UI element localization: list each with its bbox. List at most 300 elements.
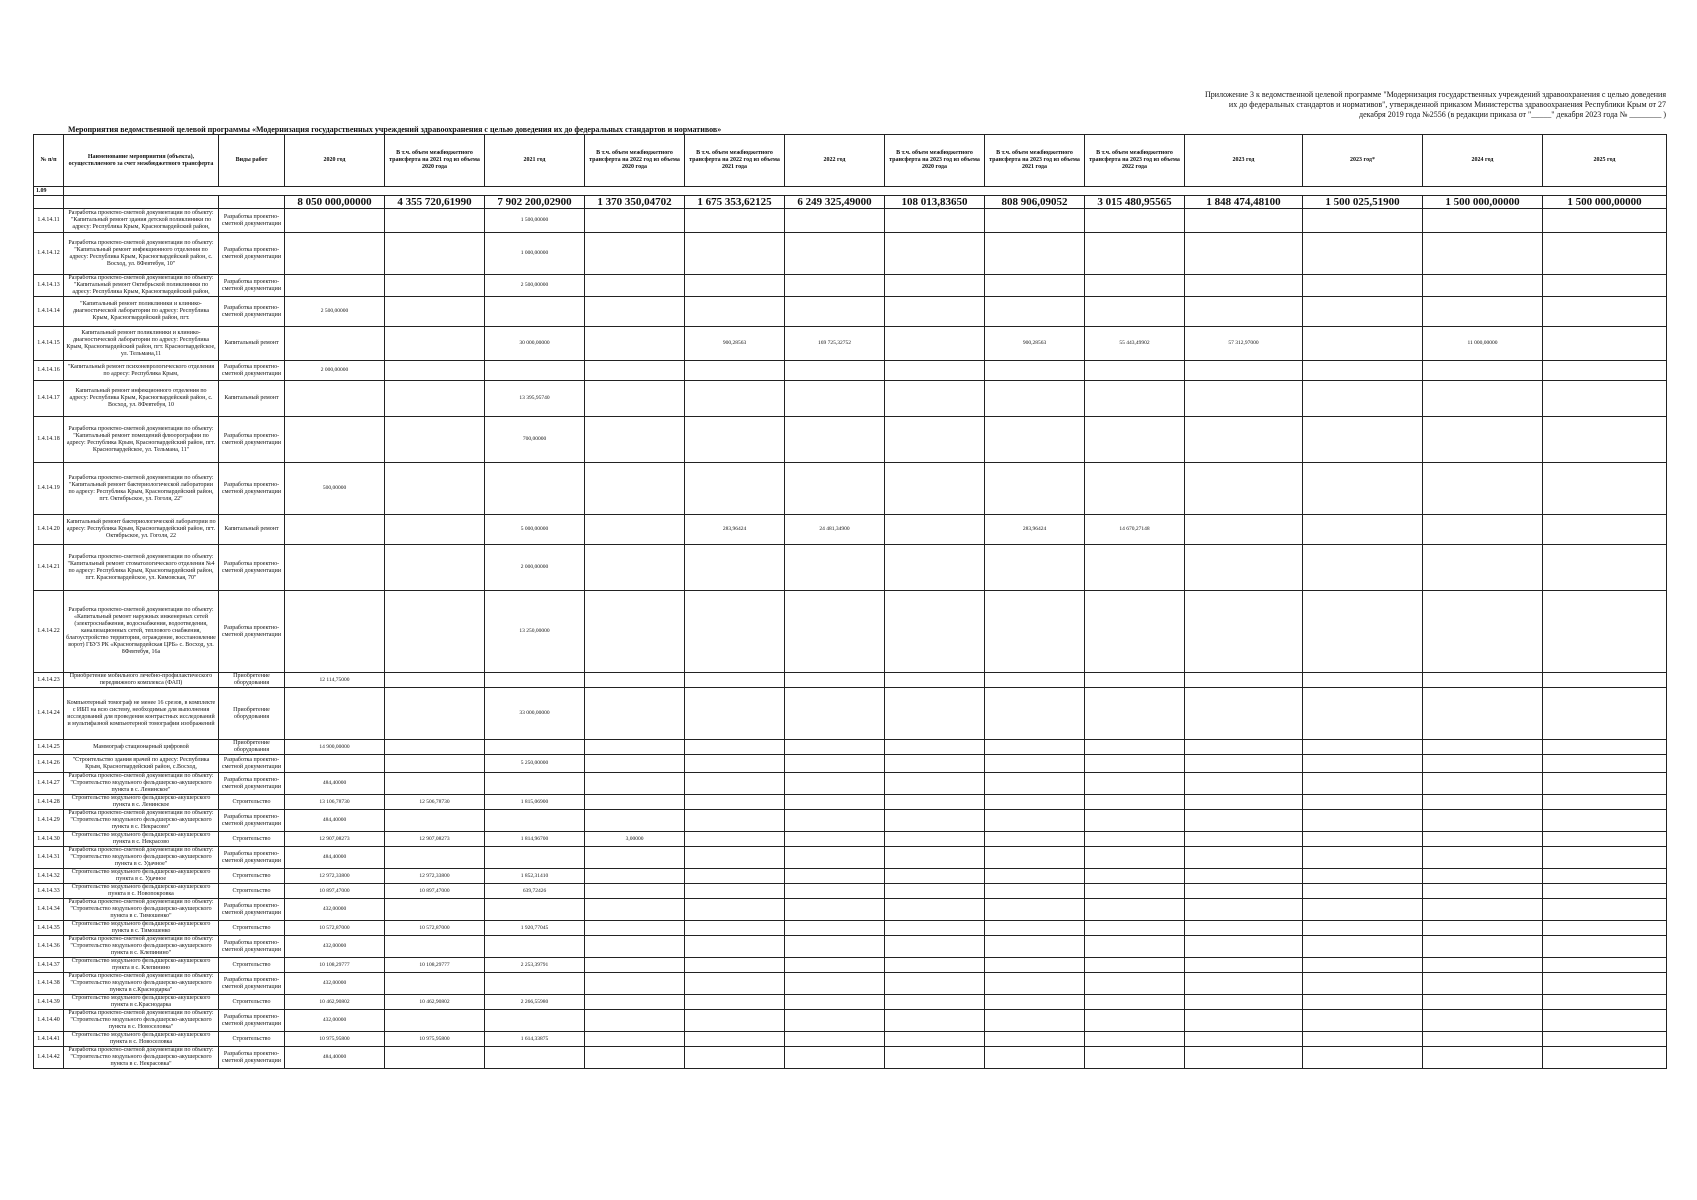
row-number: 1.4.14.16 [34, 361, 64, 381]
value-cell [1303, 773, 1423, 795]
value-cell: 14 900,00000 [285, 740, 385, 755]
value-cell [1303, 973, 1423, 995]
value-cell [1423, 463, 1543, 515]
value-cell [385, 327, 485, 361]
value-cell [1423, 869, 1543, 884]
column-header: № п/п [34, 135, 64, 187]
value-cell [985, 361, 1085, 381]
value-cell [585, 381, 685, 417]
value-cell: 1 614,33875 [485, 1032, 585, 1047]
value-cell [1303, 688, 1423, 740]
value-cell [785, 463, 885, 515]
value-cell [1185, 417, 1303, 463]
value-cell [785, 1010, 885, 1032]
value-cell [1085, 832, 1185, 847]
row-number: 1.4.14.22 [34, 591, 64, 673]
measure-name: Разработка проектно-сметной документации по объекту: "Строительство модульного фельдшерско-акушерского пункта в с. Тимошенко" [64, 899, 219, 921]
value-cell [885, 899, 985, 921]
appendix-line: декабря 2019 года №2556 (в редакции приказа от "_____" декабря 2023 года № ________ ) [1359, 110, 1666, 119]
row-number: 1.4.14.12 [34, 233, 64, 275]
table-row [34, 973, 1667, 995]
value-cell [1543, 417, 1667, 463]
section-row [34, 187, 1667, 196]
value-cell: 14 670,27148 [1085, 515, 1185, 545]
row-number: 1.4.14.25 [34, 740, 64, 755]
column-header: 2023 год* [1303, 135, 1423, 187]
value-cell [685, 832, 785, 847]
work-type: Разработка проектно-сметной документации [219, 297, 285, 327]
value-cell [1543, 810, 1667, 832]
measure-name: Разработка проектно-сметной документации по объекту: "Капитальный ремонт бактериологической лаборатории по адресу: Республика Крым, Красногвардейский район, пгт. Октябрьское, ул. Гоголя, 22" [64, 463, 219, 515]
column-header: В т.ч. объем межбюджетного трансферта на 2022 год из объема 2021 года [685, 135, 785, 187]
row-number: 1.4.14.20 [34, 515, 64, 545]
value-cell [785, 591, 885, 673]
value-cell [1185, 1032, 1303, 1047]
table-row [34, 884, 1667, 899]
value-cell [585, 688, 685, 740]
value-cell [385, 847, 485, 869]
value-cell [885, 869, 985, 884]
value-cell: 3,00000 [585, 832, 685, 847]
value-cell [1423, 673, 1543, 688]
value-cell [585, 1047, 685, 1069]
value-cell [1303, 740, 1423, 755]
total-cell: 8 050 000,00000 [285, 196, 385, 209]
value-cell [1185, 361, 1303, 381]
value-cell: 1 814,96700 [485, 832, 585, 847]
value-cell: 12 907,08273 [385, 832, 485, 847]
row-number: 1.4.14.31 [34, 847, 64, 869]
value-cell [1085, 275, 1185, 297]
value-cell [1185, 1047, 1303, 1069]
measure-name: "Строительство здания врачей по адресу: Республика Крым, Красногвардейский район, с.Восход, [64, 755, 219, 773]
work-type: Строительство [219, 832, 285, 847]
value-cell: 900,28563 [685, 327, 785, 361]
total-cell: 808 906,09052 [985, 196, 1085, 209]
value-cell: 10 975,95800 [385, 1032, 485, 1047]
value-cell [1543, 773, 1667, 795]
value-cell [585, 1032, 685, 1047]
work-type: Приобретение оборудования [219, 673, 285, 688]
value-cell [1185, 869, 1303, 884]
table-row [34, 463, 1667, 515]
value-cell [785, 973, 885, 995]
value-cell [885, 673, 985, 688]
value-cell [1423, 1032, 1543, 1047]
value-cell [585, 740, 685, 755]
value-cell [485, 740, 585, 755]
value-cell [1423, 973, 1543, 995]
value-cell [785, 417, 885, 463]
value-cell [985, 795, 1085, 810]
value-cell [385, 209, 485, 233]
measure-name: Строительство модульного фельдшерско-акушерского пункта в с. Ленинское [64, 795, 219, 810]
value-cell [985, 463, 1085, 515]
value-cell [1085, 1032, 1185, 1047]
value-cell [885, 381, 985, 417]
value-cell [1543, 1047, 1667, 1069]
value-cell [685, 755, 785, 773]
value-cell: 432,00000 [285, 899, 385, 921]
column-header: 2023 год [1185, 135, 1303, 187]
work-type: Разработка проектно-сметной документации [219, 463, 285, 515]
value-cell: 13 106,78730 [285, 795, 385, 810]
value-cell [585, 810, 685, 832]
value-cell [385, 773, 485, 795]
column-header: В т.ч. объем межбюджетного трансферта на 2022 год из объема 2020 года [585, 135, 685, 187]
total-cell: 1 500 025,51900 [1303, 196, 1423, 209]
value-cell [1085, 847, 1185, 869]
row-number: 1.4.14.19 [34, 463, 64, 515]
table-row [34, 688, 1667, 740]
table-row [34, 899, 1667, 921]
value-cell: 10 108,29777 [285, 958, 385, 973]
value-cell [1185, 297, 1303, 327]
value-cell: 1 500,00000 [485, 209, 585, 233]
value-cell [585, 297, 685, 327]
section-empty [64, 187, 1667, 196]
row-number: 1.4.14.39 [34, 995, 64, 1010]
column-header: Виды работ [219, 135, 285, 187]
value-cell [1543, 673, 1667, 688]
value-cell [285, 381, 385, 417]
table-row [34, 673, 1667, 688]
value-cell [1543, 973, 1667, 995]
value-cell [885, 884, 985, 899]
row-number: 1.4.14.35 [34, 921, 64, 936]
value-cell [985, 973, 1085, 995]
value-cell: 283,96424 [985, 515, 1085, 545]
row-number: 1.4.14.11 [34, 209, 64, 233]
value-cell [485, 899, 585, 921]
table-row [34, 361, 1667, 381]
table-row [34, 381, 1667, 417]
row-number: 1.4.14.29 [34, 810, 64, 832]
total-cell: 1 500 000,00000 [1423, 196, 1543, 209]
table-row [34, 275, 1667, 297]
value-cell [1423, 847, 1543, 869]
value-cell [1303, 847, 1423, 869]
value-cell [785, 361, 885, 381]
value-cell [1085, 545, 1185, 591]
value-cell [1543, 755, 1667, 773]
totals-blank [64, 196, 219, 209]
row-number: 1.4.14.34 [34, 899, 64, 921]
value-cell [1543, 847, 1667, 869]
work-type: Разработка проектно-сметной документации [219, 417, 285, 463]
value-cell [585, 847, 685, 869]
table-row [34, 832, 1667, 847]
value-cell [1543, 936, 1667, 958]
value-cell [485, 1047, 585, 1069]
value-cell [1085, 936, 1185, 958]
value-cell [1185, 381, 1303, 417]
value-cell: 5 000,00000 [485, 515, 585, 545]
value-cell [1185, 847, 1303, 869]
value-cell [985, 832, 1085, 847]
table-row [34, 1047, 1667, 1069]
value-cell [1423, 755, 1543, 773]
value-cell [1085, 591, 1185, 673]
total-cell: 1 500 000,00000 [1543, 196, 1667, 209]
value-cell: 10 897,47000 [385, 884, 485, 899]
value-cell [885, 417, 985, 463]
value-cell [585, 545, 685, 591]
value-cell: 12 114,75000 [285, 673, 385, 688]
work-type: Капитальный ремонт [219, 327, 285, 361]
value-cell [985, 297, 1085, 327]
value-cell [885, 921, 985, 936]
value-cell [385, 545, 485, 591]
table-row [34, 233, 1667, 275]
value-cell [1185, 973, 1303, 995]
value-cell [685, 1010, 785, 1032]
value-cell: 5 250,00000 [485, 755, 585, 773]
value-cell [385, 899, 485, 921]
table-row [34, 936, 1667, 958]
value-cell [585, 936, 685, 958]
work-type: Капитальный ремонт [219, 381, 285, 417]
column-header: В т.ч. объем межбюджетного трансферта на 2023 год из объема 2021 года [985, 135, 1085, 187]
value-cell [1085, 361, 1185, 381]
value-cell [685, 936, 785, 958]
value-cell [1303, 1010, 1423, 1032]
value-cell [785, 755, 885, 773]
measure-name: Строительство модульного фельдшерско-акушерского пункта в с. Тимошенко [64, 921, 219, 936]
measure-name: "Капитальный ремонт психоневрологического отделения по адресу: Республика Крым, [64, 361, 219, 381]
value-cell [685, 921, 785, 936]
value-cell [1423, 417, 1543, 463]
value-cell: 13 395,95740 [485, 381, 585, 417]
value-cell [1085, 1047, 1185, 1069]
value-cell [1423, 545, 1543, 591]
value-cell [385, 740, 485, 755]
value-cell [785, 233, 885, 275]
value-cell [285, 545, 385, 591]
value-cell [285, 515, 385, 545]
table-row [34, 755, 1667, 773]
value-cell [485, 973, 585, 995]
table-row [34, 515, 1667, 545]
value-cell [885, 810, 985, 832]
value-cell [1085, 381, 1185, 417]
value-cell [1185, 673, 1303, 688]
value-cell [985, 209, 1085, 233]
measure-name: Строительство модульного фельдшерско-акушерского пункта в с. Новопокровка [64, 884, 219, 899]
value-cell [1303, 921, 1423, 936]
value-cell [1085, 973, 1185, 995]
value-cell [1543, 361, 1667, 381]
value-cell [785, 869, 885, 884]
value-cell [1423, 884, 1543, 899]
value-cell [1185, 1010, 1303, 1032]
value-cell: 1 920,77045 [485, 921, 585, 936]
row-number: 1.4.14.41 [34, 1032, 64, 1047]
value-cell [985, 755, 1085, 773]
measure-name: Строительство модульного фельдшерско-акушерского пункта в с. Клепинино [64, 958, 219, 973]
value-cell [685, 275, 785, 297]
value-cell [985, 884, 1085, 899]
value-cell [1085, 740, 1185, 755]
measure-name: Капитальный ремонт поликлиники и клинико-диагностической лаборатории по адресу: Республика Крым, Красногвардейский район, пгт. Красногвардейское, ул. Тельмана,11 [64, 327, 219, 361]
value-cell [1185, 899, 1303, 921]
value-cell [685, 773, 785, 795]
value-cell: 432,00000 [285, 936, 385, 958]
value-cell [1085, 297, 1185, 327]
value-cell [1085, 688, 1185, 740]
value-cell: 10 572,87000 [285, 921, 385, 936]
value-cell [385, 936, 485, 958]
measure-name: Разработка проектно-сметной документации по объекту: "Капитальный ремонт инфекционного отделения по адресу: Республика Крым, Красногвардейский район, с. Восход, ул. 8Февтебуя, 10" [64, 233, 219, 275]
value-cell [1543, 899, 1667, 921]
appendix-line: Приложение 3 к ведомственной целевой программе "Модернизация государственных учреждений здравоохранения с целью доведения [1205, 90, 1666, 99]
value-cell [1543, 958, 1667, 973]
value-cell [1085, 958, 1185, 973]
total-cell: 7 902 200,02900 [485, 196, 585, 209]
row-number: 1.4.14.37 [34, 958, 64, 973]
appendix-line: их до федеральных стандартов и нормативов", утвержденной приказом Министерства здравоохранения Республики Крым от 27 [1228, 100, 1666, 109]
value-cell [585, 591, 685, 673]
work-type: Разработка проектно-сметной документации [219, 899, 285, 921]
value-cell [685, 545, 785, 591]
value-cell [585, 869, 685, 884]
value-cell [885, 740, 985, 755]
measure-name: Строительство модульного фельдшерско-акушерского пункта в с. Удачное [64, 869, 219, 884]
value-cell [485, 847, 585, 869]
value-cell [1423, 810, 1543, 832]
value-cell [385, 297, 485, 327]
value-cell [1423, 773, 1543, 795]
value-cell [785, 810, 885, 832]
work-type: Разработка проектно-сметной документации [219, 233, 285, 275]
measure-name: Разработка проектно-сметной документации по объекту: "Капитальный ремонт Октябрьской поликлиники по адресу: Республика Крым, Красногвардейский район, [64, 275, 219, 297]
value-cell [385, 591, 485, 673]
table-row [34, 773, 1667, 795]
value-cell [1303, 233, 1423, 275]
value-cell [385, 1047, 485, 1069]
value-cell [385, 361, 485, 381]
value-cell [985, 688, 1085, 740]
value-cell [585, 773, 685, 795]
value-cell [285, 688, 385, 740]
work-type: Разработка проектно-сметной документации [219, 275, 285, 297]
value-cell [685, 847, 785, 869]
row-number: 1.4.14.42 [34, 1047, 64, 1069]
value-cell [1085, 417, 1185, 463]
value-cell [285, 233, 385, 275]
work-type: Строительство [219, 1032, 285, 1047]
value-cell [1185, 795, 1303, 810]
table-row [34, 847, 1667, 869]
value-cell [485, 297, 585, 327]
row-number: 1.4.14.27 [34, 773, 64, 795]
value-cell [1423, 795, 1543, 810]
value-cell [1543, 884, 1667, 899]
value-cell [685, 899, 785, 921]
value-cell [1543, 209, 1667, 233]
row-number: 1.4.14.26 [34, 755, 64, 773]
value-cell: 700,00000 [485, 417, 585, 463]
value-cell: 484,40000 [285, 773, 385, 795]
total-cell: 108 013,83650 [885, 196, 985, 209]
value-cell [685, 740, 785, 755]
value-cell [1543, 1032, 1667, 1047]
value-cell [1543, 297, 1667, 327]
value-cell [1423, 958, 1543, 973]
value-cell [1185, 773, 1303, 795]
value-cell [385, 275, 485, 297]
value-cell [885, 773, 985, 795]
value-cell [1185, 545, 1303, 591]
value-cell: 283,96424 [685, 515, 785, 545]
row-number: 1.4.14.30 [34, 832, 64, 847]
value-cell [1423, 899, 1543, 921]
row-number: 1.4.14.21 [34, 545, 64, 591]
value-cell [1085, 755, 1185, 773]
value-cell [1085, 869, 1185, 884]
value-cell [1423, 832, 1543, 847]
value-cell [1543, 688, 1667, 740]
value-cell [485, 1010, 585, 1032]
value-cell [785, 545, 885, 591]
measure-name: Строительство модульного фельдшерско-акушерского пункта в с. Некрасово [64, 832, 219, 847]
value-cell [985, 936, 1085, 958]
value-cell [585, 973, 685, 995]
value-cell [585, 995, 685, 1010]
value-cell [885, 591, 985, 673]
value-cell [1543, 869, 1667, 884]
value-cell [1303, 810, 1423, 832]
row-number: 1.4.14.28 [34, 795, 64, 810]
work-type: Разработка проектно-сметной документации [219, 209, 285, 233]
value-cell: 11 000,00000 [1423, 327, 1543, 361]
value-cell [1185, 688, 1303, 740]
value-cell [885, 1010, 985, 1032]
measure-name: Компьютерный томограф не менее 16 срезов, в комплекте с ИБП на всю систему, необходимые для выполнения исследований для проведения контрастных исследований и мультифазной компьютерной томографии изображений [64, 688, 219, 740]
header-row [34, 135, 1667, 187]
column-header: 2021 год [485, 135, 585, 187]
value-cell: 13 250,00000 [485, 591, 585, 673]
value-cell [585, 673, 685, 688]
value-cell [1085, 995, 1185, 1010]
value-cell [1423, 740, 1543, 755]
value-cell: 10 897,47000 [285, 884, 385, 899]
value-cell [1423, 1010, 1543, 1032]
totals-row [34, 196, 1667, 209]
value-cell [885, 1047, 985, 1069]
value-cell [685, 995, 785, 1010]
value-cell [385, 673, 485, 688]
value-cell [1185, 515, 1303, 545]
total-cell: 1 848 474,48100 [1185, 196, 1303, 209]
work-type: Строительство [219, 869, 285, 884]
total-cell: 1 370 350,04702 [585, 196, 685, 209]
table-row [34, 591, 1667, 673]
column-header: 2025 год [1543, 135, 1667, 187]
totals-blank [34, 196, 64, 209]
value-cell [1303, 995, 1423, 1010]
work-type: Строительство [219, 995, 285, 1010]
table-row [34, 417, 1667, 463]
value-cell [1423, 297, 1543, 327]
value-cell [1423, 361, 1543, 381]
value-cell [685, 1047, 785, 1069]
value-cell: 12 506,78730 [385, 795, 485, 810]
value-cell [885, 1032, 985, 1047]
value-cell [1543, 327, 1667, 361]
value-cell [685, 1032, 785, 1047]
value-cell [1185, 233, 1303, 275]
